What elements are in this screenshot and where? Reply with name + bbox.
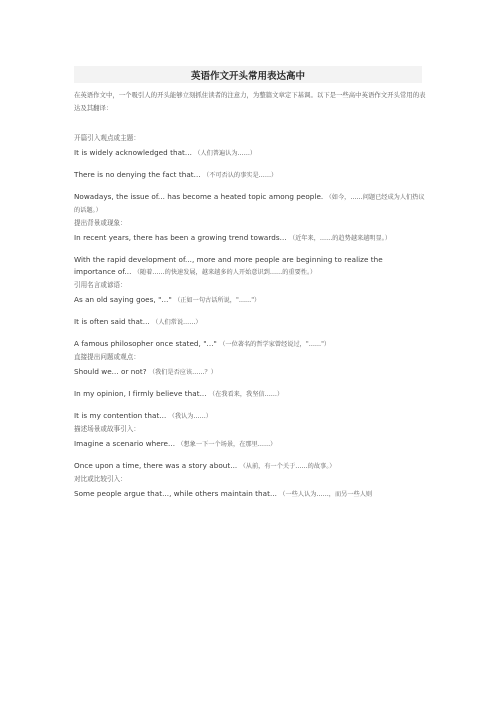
- section: [74, 279, 426, 351]
- section-heading: 提出背景或现象：: [74, 219, 127, 227]
- section-heading: 引用名言或谚语：: [74, 281, 127, 289]
- document-body: [74, 132, 426, 501]
- phrase-entry: [74, 316, 426, 329]
- phrase-english: With the rapid development of..., more and more people are beginning to realize the importance of...: [74, 255, 383, 276]
- phrase-entry: [74, 294, 426, 307]
- section: [74, 423, 426, 473]
- phrase-translation: （正如一句古话所说，"……"）: [174, 297, 261, 304]
- phrase-english: A famous philosopher once stated, "...": [74, 339, 217, 348]
- section: [74, 132, 426, 217]
- phrase-entry: [74, 410, 426, 423]
- phrase-translation: （近年来，……的趋势越来越明显。）: [288, 235, 392, 242]
- phrase-english: It is often said that...: [74, 317, 150, 326]
- phrase-translation: （一位著名的哲学家曾经说过，"……"）: [219, 341, 331, 348]
- phrase-english: In my opinion, I firmly believe that...: [74, 389, 207, 398]
- phrase-entry: [74, 169, 426, 182]
- phrase-entry: [74, 232, 426, 245]
- phrase-entry: [74, 338, 426, 351]
- phrase-entry: [74, 147, 426, 160]
- phrase-english: Nowadays, the issue of... has become a heated topic among people.: [74, 192, 324, 201]
- phrase-entry: [74, 388, 426, 401]
- phrase-english: There is no denying the fact that...: [74, 170, 201, 179]
- section-heading: 直接提出问题或观点：: [74, 353, 140, 361]
- section: [74, 351, 426, 423]
- phrase-english: Should we... or not?: [74, 367, 147, 376]
- phrase-english: It is my contention that...: [74, 411, 167, 420]
- section-heading: 对比或比较引入：: [74, 475, 127, 483]
- phrase-english: It is widely acknowledged that...: [74, 148, 192, 157]
- phrase-translation: （在我看来，我坚信……）: [208, 391, 284, 398]
- phrase-translation: （如今，……问题已经成为人们热议的话题。）: [74, 194, 425, 214]
- section: [74, 217, 426, 279]
- phrase-translation: （不可否认的事实是……）: [202, 172, 278, 179]
- phrase-translation: （我认为……）: [168, 413, 212, 420]
- phrase-translation: （人们普遍认为……）: [194, 150, 257, 157]
- phrase-translation: （一些人认为……，而另一些人则: [279, 491, 373, 498]
- phrase-translation: （想象一下一个场景，在那里……）: [177, 441, 277, 448]
- phrase-translation: （人们常说……）: [152, 319, 202, 326]
- phrase-translation: （从前，有一个关于……的故事。）: [239, 463, 336, 470]
- section-heading: 描述场景或故事引入：: [74, 425, 140, 433]
- document-title: 英语作文开头常用表达高中: [190, 71, 305, 82]
- phrase-english: Some people argue that..., while others maintain that...: [74, 489, 277, 498]
- phrase-translation: （我们是否应该……？）: [148, 369, 217, 376]
- phrase-entry: [74, 191, 426, 217]
- phrase-entry: [74, 366, 426, 379]
- section: [74, 473, 426, 501]
- phrase-entry: [74, 254, 426, 279]
- phrase-entry: [74, 438, 426, 451]
- phrase-translation: （随着……的快速发展，越来越多的人开始意识到……的重要性。）: [133, 269, 317, 276]
- phrase-english: As an old saying goes, "...": [74, 295, 172, 304]
- phrase-english: In recent years, there has been a growing trend towards...: [74, 233, 287, 242]
- phrase-entry: [74, 488, 426, 501]
- phrase-english: Imagine a scenario where...: [74, 439, 176, 448]
- phrase-english: Once upon a time, there was a story about...: [74, 461, 238, 470]
- phrase-entry: [74, 460, 426, 473]
- section-heading: 开篇引入观点或主题：: [74, 134, 140, 142]
- intro-paragraph: 在英语作文中，一个吸引人的开头能够立刻抓住读者的注意力，为整篇文章定下基调。以下是一些高中英语作文开头常用的表达及其翻译：: [74, 91, 426, 112]
